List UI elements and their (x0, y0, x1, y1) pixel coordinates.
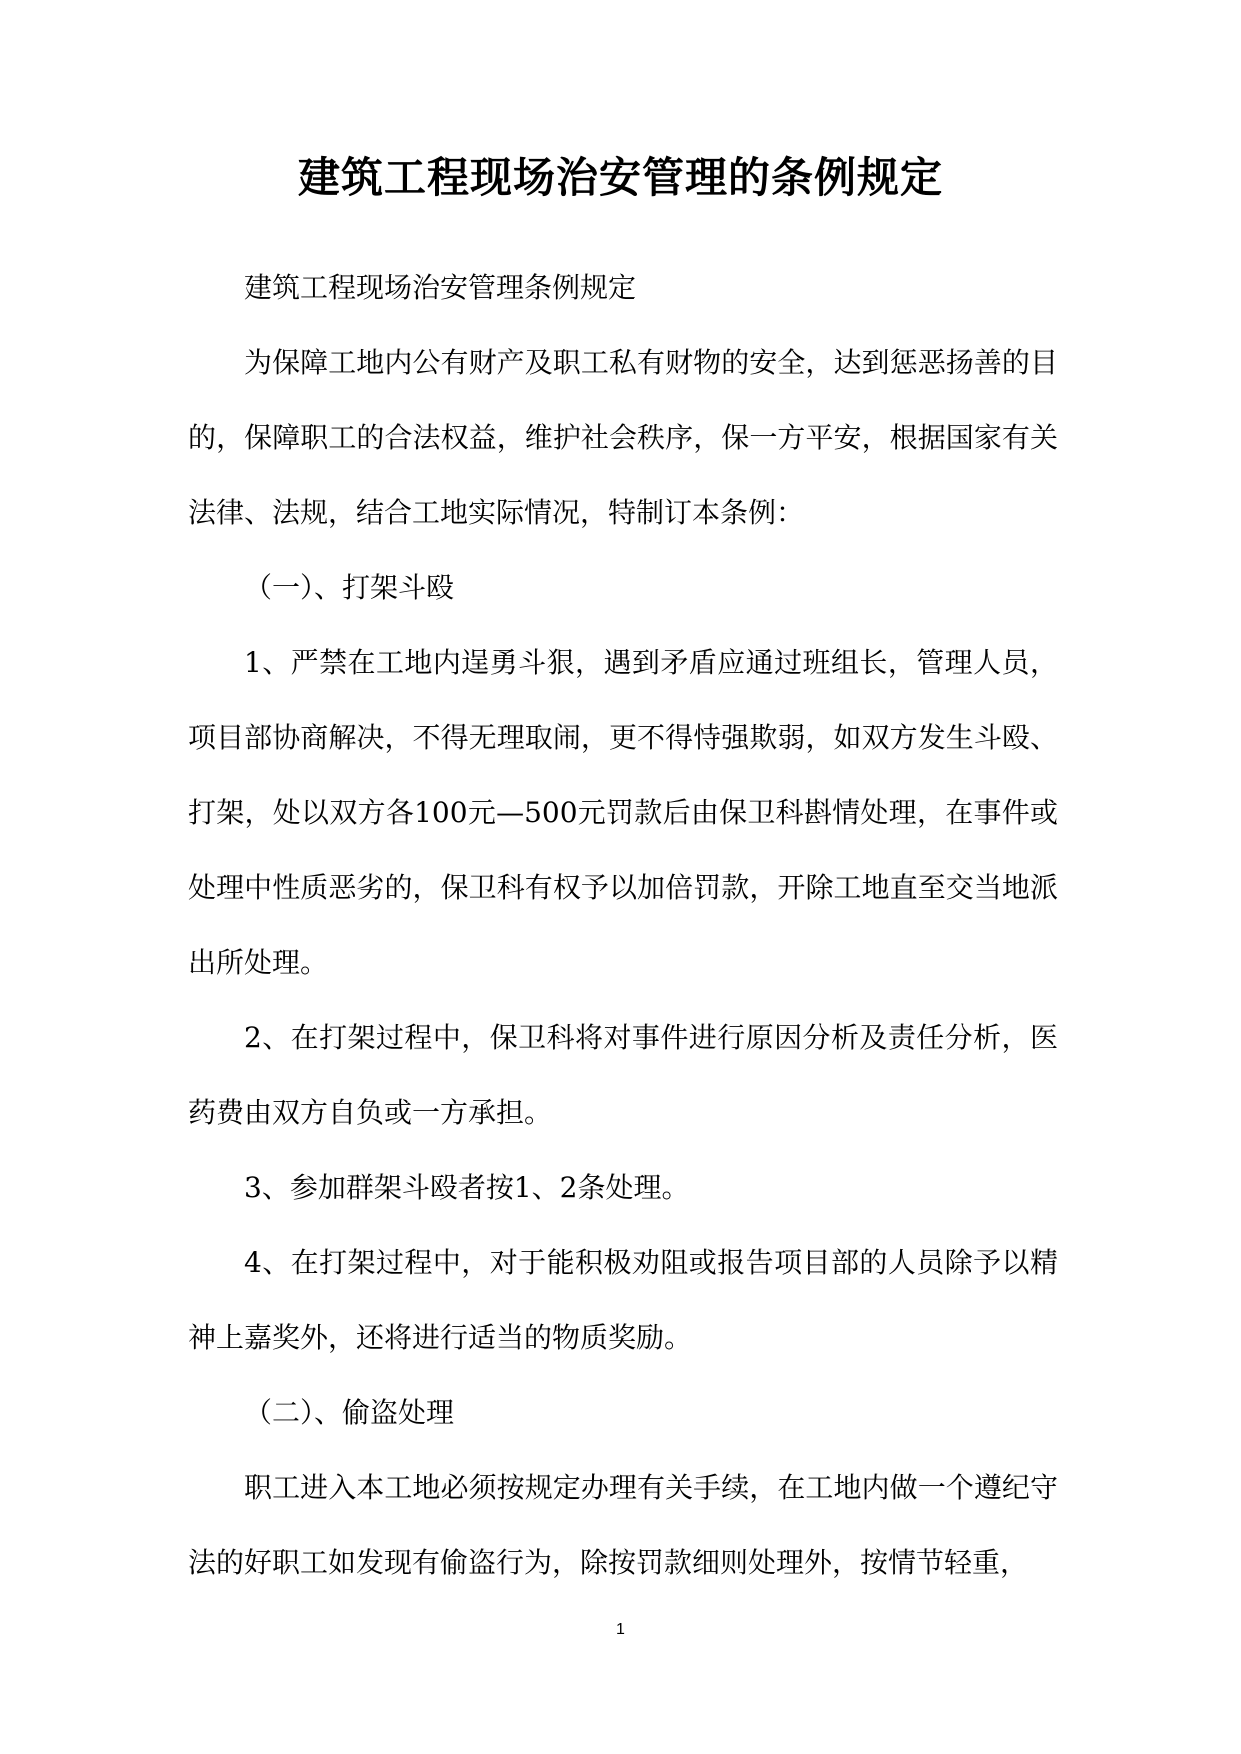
document-title: 建筑工程现场治安管理的条例规定 (297, 153, 943, 202)
clause-1-paragraph: 1、严禁在工地内逞勇斗狠，遇到矛盾应通过班组长，管理人员，项目部协商解决，不得无理取闹，更不得恃强欺弱，如双方发生斗殴、打架，处以双方各100元—500元罚款后由保卫科斟情处理，在事件或处理中性质恶劣的，保卫科有权予以加倍罚款，开除工地直至交当地派出所处理。 (188, 646, 1058, 979)
document-body (188, 250, 1058, 1600)
subtitle-paragraph: 建筑工程现场治安管理条例规定 (244, 271, 637, 304)
clause-3-paragraph: 3、参加群架斗殴者按1、2条处理。 (244, 1171, 690, 1204)
page-number: 1 (616, 1621, 625, 1638)
clause-4-paragraph: 4、在打架过程中，对于能积极劝阻或报告项目部的人员除予以精神上嘉奖外，还将进行适当的物质奖励。 (188, 1246, 1058, 1354)
section-heading-theft: （二）、偷盗处理 (244, 1396, 455, 1429)
clause-2-paragraph: 2、在打架过程中，保卫科将对事件进行原因分析及责任分析，医药费由双方自负或一方承担。 (188, 1021, 1058, 1129)
theft-paragraph: 职工进入本工地必须按规定办理有关手续，在工地内做一个遵纪守法的好职工如发现有偷盗行为，除按罚款细则处理外，按情节轻重， (188, 1471, 1058, 1579)
section-heading-fighting: （一）、打架斗殴 (244, 571, 455, 604)
intro-paragraph: 为保障工地内公有财产及职工私有财物的安全，达到惩恶扬善的目的，保障职工的合法权益，维护社会秩序，保一方平安，根据国家有关法律、法规，结合工地实际情况，特制订本条例： (188, 346, 1058, 529)
